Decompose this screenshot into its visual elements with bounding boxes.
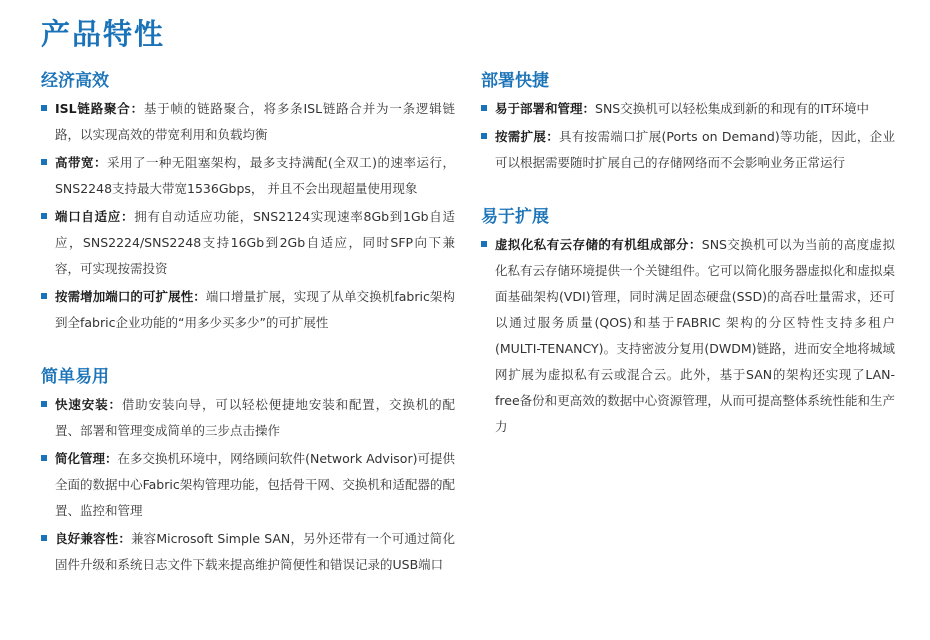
- feature-item-easy-deploy: [481, 96, 895, 122]
- feature-text: 端口增量扩展，实现了从单交换机fabric架构到全fabric企业功能的“用多少买多少”的可扩展性: [55, 289, 455, 330]
- feature-text: 在多交换机环境中，网络顾问软件(Network Advisor)可提供全面的数据中心Fabric架构管理功能，包括骨干网、交换机和适配器的配置、监控和管理: [55, 451, 455, 518]
- feature-item-port-autosense: [41, 204, 455, 282]
- feature-term: 按需增加端口的可扩展性：: [55, 289, 206, 304]
- section-title: 部署快捷: [481, 71, 549, 91]
- feature-term: ISL链路聚合：: [55, 101, 144, 116]
- feature-term: 高带宽：: [55, 155, 107, 170]
- square-bullet-icon: [41, 213, 47, 219]
- feature-text: SNS交换机可以轻松集成到新的和现有的IT环境中: [595, 101, 870, 116]
- page-title: 产品特性: [41, 17, 166, 51]
- right-column: [481, 68, 895, 468]
- feature-term: 简化管理：: [55, 451, 118, 466]
- feature-text: 具有按需端口扩展(Ports on Demand)等功能，因此，企业可以根据需要随时扩展自己的存储网络而不会影响业务正常运行: [495, 129, 895, 170]
- square-bullet-icon: [481, 105, 487, 111]
- feature-item-simplified-management: [41, 446, 455, 524]
- square-bullet-icon: [41, 159, 47, 165]
- feature-text: 拥有自动适应功能，SNS2124实现速率8Gb到1Gb自适应，SNS2224/SNS2248支持16Gb到2Gb自适应，同时SFP向下兼容，可实现按需投资: [55, 209, 455, 276]
- square-bullet-icon: [41, 535, 47, 541]
- square-bullet-icon: [41, 401, 47, 407]
- section-fast-deployment: [481, 68, 895, 176]
- feature-text: 借助安装向导，可以轻松便捷地安装和配置，交换机的配置、部署和管理变成简单的三步点击操作: [55, 397, 455, 438]
- left-column: [41, 68, 455, 606]
- feature-term: 端口自适应：: [55, 209, 135, 224]
- feature-item-isl-aggregation: [41, 96, 455, 148]
- feature-item-high-bandwidth: [41, 150, 455, 202]
- section-title: 易于扩展: [481, 207, 549, 227]
- section-economical: [41, 68, 455, 336]
- section-title: 简单易用: [41, 367, 109, 387]
- feature-item-private-cloud: [481, 232, 895, 440]
- square-bullet-icon: [481, 241, 487, 247]
- feature-text: 基于帧的链路聚合，将多条ISL链路合并为一条逻辑链路，以实现高效的带宽利用和负载均衡: [55, 101, 455, 142]
- feature-term: 虚拟化私有云存储的有机组成部分：: [495, 237, 702, 252]
- feature-term: 易于部署和管理：: [495, 101, 596, 116]
- feature-term: 按需扩展：: [495, 129, 560, 144]
- feature-text: 兼容Microsoft Simple SAN，另外还带有一个可通过简化固件升级和系统日志文件下载来提高维护简便性和错误记录的USB端口: [55, 531, 455, 572]
- square-bullet-icon: [481, 133, 487, 139]
- feature-list: [41, 392, 455, 578]
- square-bullet-icon: [41, 455, 47, 461]
- square-bullet-icon: [41, 105, 47, 111]
- feature-list: [481, 96, 895, 176]
- feature-list: [41, 96, 455, 336]
- feature-term: 快速安装：: [55, 397, 122, 412]
- feature-list: [481, 232, 895, 440]
- square-bullet-icon: [41, 293, 47, 299]
- feature-item-on-demand-expansion: [481, 124, 895, 176]
- feature-item-ports-on-demand: [41, 284, 455, 336]
- section-title: 经济高效: [41, 71, 109, 91]
- feature-text: SNS交换机可以为当前的高度虚拟化私有云存储环境提供一个关键组件。它可以简化服务器虚拟化和虚拟桌面基础架构(VDI)管理，同时满足固态硬盘(SSD)的高吞吐量需求，还可以通过服务质量(QOS)和基于FABRIC 架构的分区特性支持多租户(MULTI-TENANCY)。支持密波分复用(DWDM)链路，进而安全地将城域网扩展为虚拟私有云或混合云。此外，基于SAN的架构还实现了LAN-free备份和更高效的数据中心资源管理，从而可提高整体系统性能和生产力: [495, 237, 896, 434]
- feature-text: 采用了一种无阻塞架构，最多支持满配(全双工)的速率运行，SNS2248支持最大带宽1536Gbps， 并且不会出现超量使用现象: [55, 155, 455, 196]
- feature-term: 良好兼容性：: [55, 531, 132, 546]
- feature-item-compatibility: [41, 526, 455, 578]
- section-easy-to-scale: [481, 204, 895, 440]
- feature-item-quick-install: [41, 392, 455, 444]
- section-easy-to-use: [41, 364, 455, 578]
